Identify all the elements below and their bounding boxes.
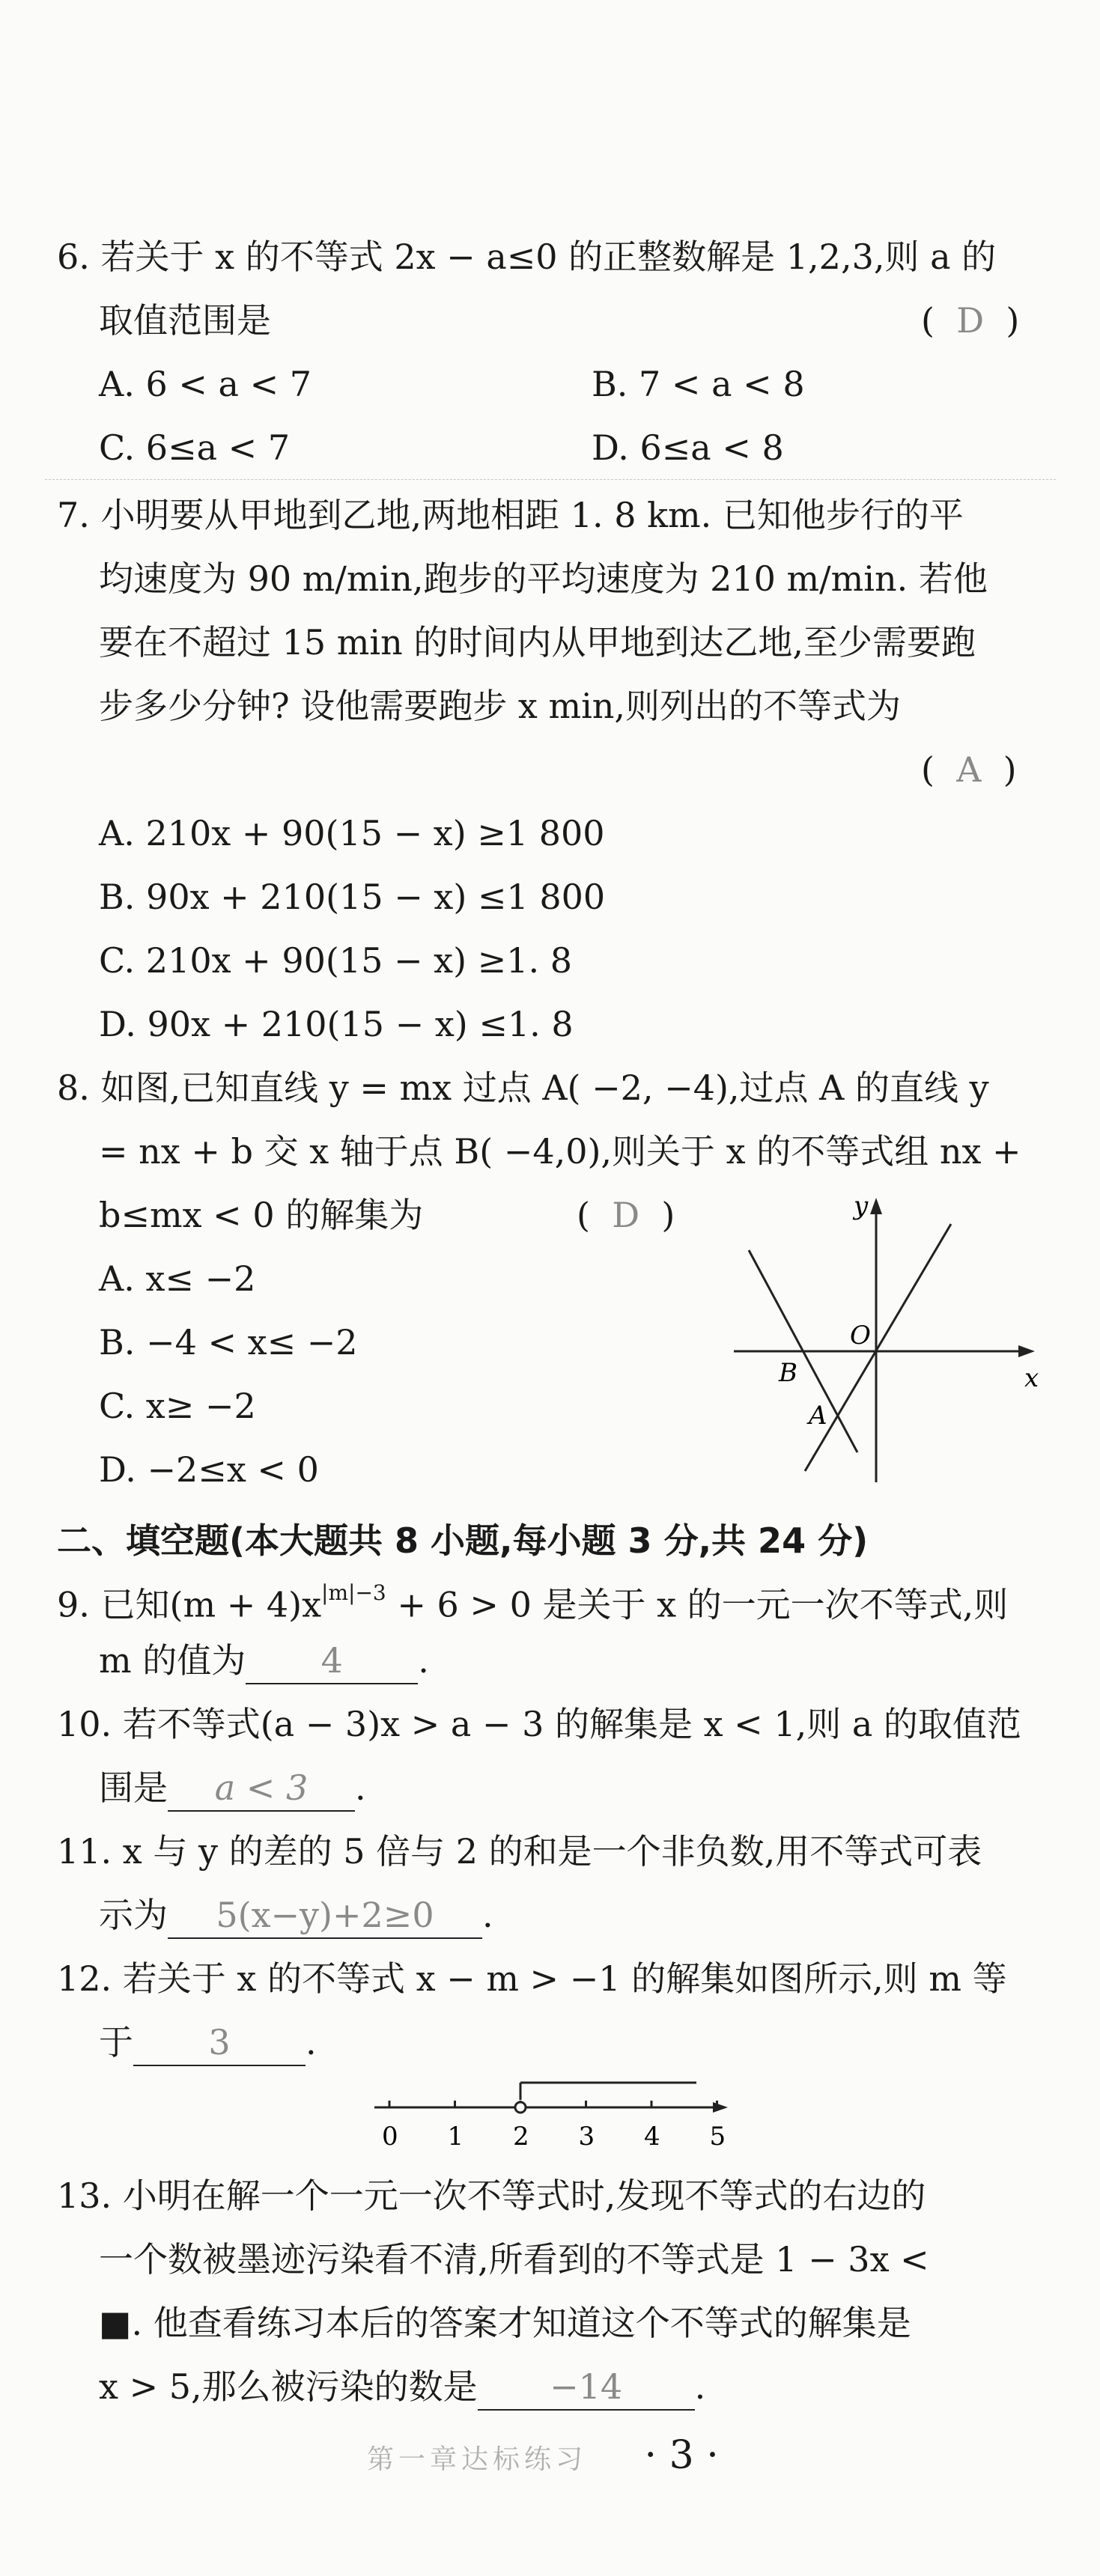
q10-stem-line2 (99, 1756, 366, 1821)
q7-option-b: B. 90x + 210(15 − x) ≤1 800 (99, 877, 606, 917)
q11-answer-blank: 5(x−y)+2≥0 (168, 1893, 482, 1939)
q9-text-d: . (418, 1640, 429, 1681)
q9-stem-line1 (57, 1565, 1008, 1637)
q7-option-a: A. 210x + 90(15 − x) ≥1 800 (99, 813, 605, 853)
q8-stem-line2: = nx + b 交 x 轴于点 B( −4,0),则关于 x 的不等式组 nx + (99, 1131, 1021, 1172)
q12-stem-line1: 12. 若关于 x 的不等式 x − m > −1 的解集如图所示,则 m 等 (57, 1958, 1007, 1999)
label-a: A (809, 1401, 827, 1431)
label-o: O (850, 1321, 871, 1351)
tick-label: 3 (578, 2122, 595, 2152)
q7-answer: A (956, 749, 982, 790)
q11-stem-line1: 11. x 与 y 的差的 5 倍与 2 的和是一个非负数,用不等式可表 (57, 1831, 982, 1872)
q6-answer-bracket: ( D ) (921, 300, 1020, 341)
tick-label: 5 (709, 2122, 726, 2152)
q9-text-a: 9. 已知(m + 4)x (57, 1584, 322, 1625)
page-number: · 3 · (644, 2433, 719, 2478)
label-y: y (854, 1191, 869, 1221)
q8-option-b: B. −4 < x≤ −2 (99, 1322, 358, 1362)
q12-number-line (367, 2074, 741, 2156)
q7-stem-line4: 步多少分钟? 设他需要跑步 x min,则列出的不等式为 (99, 686, 902, 726)
q6-option-d: D. 6≤a < 8 (592, 427, 784, 468)
q10-answer-blank: a < 3 (168, 1765, 355, 1812)
q7-option-d: D. 90x + 210(15 − x) ≤1. 8 (99, 1004, 574, 1044)
q9-exponent: |m|−3 (321, 1580, 386, 1605)
line-y-mx (805, 1224, 951, 1471)
q7-answer-bracket: ( A ) (921, 749, 1017, 790)
q8-option-a: A. x≤ −2 (99, 1258, 256, 1299)
q11-text-b: . (482, 1895, 493, 1935)
q9-text-b: + 6 > 0 是关于 x 的一元一次不等式,则 (386, 1584, 1009, 1625)
q12-text-b: . (306, 2022, 317, 2062)
tick-label: 4 (644, 2122, 660, 2152)
footer (367, 2433, 719, 2478)
y-axis-arrow (870, 1198, 882, 1214)
q7-stem-line2: 均速度为 90 m/min,跑步的平均速度为 210 m/min. 若他 (99, 558, 988, 599)
q7-option-c: C. 210x + 90(15 − x) ≥1. 8 (99, 940, 572, 981)
q8-option-d: D. −2≤x < 0 (99, 1449, 319, 1490)
q9-text-c: m 的值为 (99, 1640, 246, 1681)
q6-answer: D (956, 300, 985, 341)
q7-stem-line3: 要在不超过 15 min 的时间内从甲地到达乙地,至少需要跑 (99, 622, 976, 663)
q6-stem-line1: 6. 若关于 x 的不等式 2x − a≤0 的正整数解是 1,2,3,则 a 的 (57, 237, 997, 277)
q13-text-a: x > 5,那么被污染的数是 (99, 2366, 478, 2407)
tick-label: 2 (513, 2122, 529, 2152)
q7-stem-line1: 7. 小明要从甲地到乙地,两地相距 1. 8 km. 已知他步行的平 (57, 495, 964, 535)
divider (45, 479, 1056, 480)
q11-text-a: 示为 (99, 1895, 168, 1935)
q13-stem-line3: ■. 他查看练习本后的答案才知道这个不等式的解集是 (99, 2303, 911, 2343)
q13-answer-blank: −14 (478, 2364, 695, 2411)
q6-option-c: C. 6≤a < 7 (99, 427, 291, 468)
q13-stem-line2: 一个数被墨迹污染看不清,所看到的不等式是 1 − 3x < (99, 2239, 929, 2280)
q10-text-b: . (355, 1767, 366, 1808)
x-axis-arrow (1018, 1345, 1035, 1357)
q8-stem-line1: 8. 如图,已知直线 y = mx 过点 A( −2, −4),过点 A 的直线 y (57, 1068, 989, 1108)
q8-answer: D (612, 1195, 640, 1235)
label-x: x (1024, 1363, 1039, 1393)
q8-option-c: C. x≥ −2 (99, 1386, 256, 1426)
q10-stem-line1: 10. 若不等式(a − 3)x > a − 3 的解集是 x < 1,则 a 的取值范 (57, 1704, 1021, 1744)
q13-stem-line4 (99, 2354, 705, 2420)
section-title-fill-in: 二、填空题(本大题共 8 小题,每小题 3 分,共 24 分) (57, 1520, 869, 1561)
label-b: B (779, 1358, 797, 1388)
q9-answer-blank: 4 (246, 1638, 418, 1684)
tick-label: 0 (382, 2122, 398, 2152)
q10-text-a: 围是 (99, 1767, 168, 1808)
tick-label: 1 (447, 2122, 464, 2152)
q12-answer-blank: 3 (133, 2020, 306, 2066)
number-line-arrow (713, 2102, 728, 2113)
q13-text-b: . (694, 2366, 706, 2407)
open-circle-at-2 (515, 2102, 526, 2113)
q6-option-b: B. 7 < a < 8 (592, 364, 805, 404)
q8-stem-line3: b≤mx < 0 的解集为 (99, 1195, 424, 1235)
footer-chapter-label: 第一章达标练习 (367, 2444, 588, 2475)
q6-option-a: A. 6 < a < 7 (99, 364, 312, 404)
q8-line-graph (726, 1190, 1041, 1490)
q12-stem-line2 (99, 2010, 317, 2075)
q9-stem-line2 (99, 1628, 429, 1693)
q13-stem-line1: 13. 小明在解一个一元一次不等式时,发现不等式的右边的 (57, 2175, 926, 2216)
q12-text-a: 于 (99, 2022, 133, 2062)
q6-stem-line2: 取值范围是 (99, 300, 271, 341)
q8-answer-bracket: ( D ) (577, 1195, 675, 1235)
q11-stem-line2 (99, 1883, 493, 1948)
